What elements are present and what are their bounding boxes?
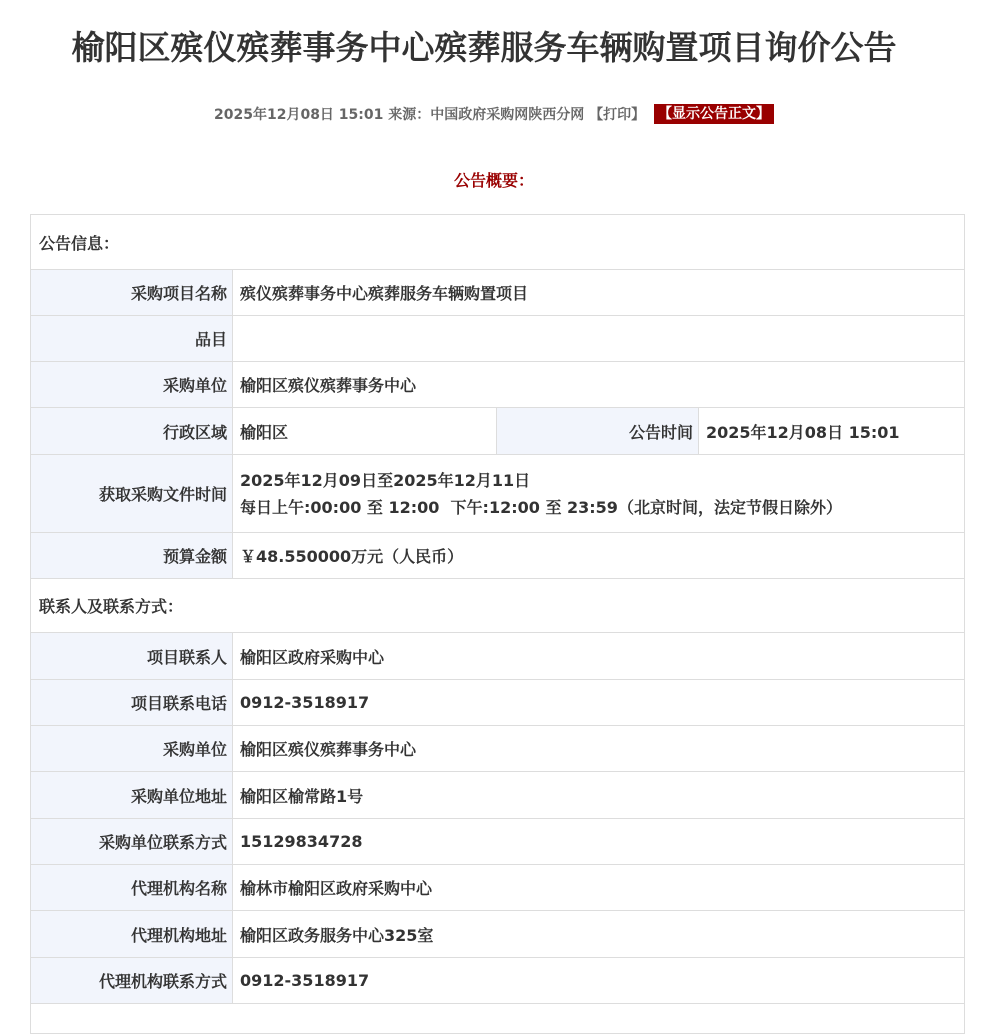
label-contact-purchaser: 采购单位 xyxy=(31,726,233,772)
label-agency-address: 代理机构地址 xyxy=(31,911,233,958)
value-project-contact: 榆阳区政府采购中心 xyxy=(233,633,965,680)
value-region: 榆阳区 xyxy=(233,408,497,455)
table-row xyxy=(31,455,965,533)
table-row xyxy=(31,865,965,911)
table-row xyxy=(31,680,965,726)
source-label: 来源： xyxy=(388,107,431,123)
value-purchaser-contact: 15129834728 xyxy=(233,819,965,865)
page-title: 榆阳区殡仪殡葬事务中心殡葬服务车辆购置项目询价公告 xyxy=(71,28,897,67)
label-budget: 预算金额 xyxy=(31,533,233,579)
table-row xyxy=(31,270,965,316)
label-purchaser-address: 采购单位地址 xyxy=(31,772,233,819)
table-row xyxy=(31,1004,965,1034)
value-agency-address: 榆阳区政务服务中心325室 xyxy=(233,911,965,958)
show-full-text-button[interactable]: 【显示公告正文】 xyxy=(654,104,774,124)
label-project-contact: 项目联系人 xyxy=(31,633,233,680)
section-label-announcement-info: 公告信息： xyxy=(31,215,965,270)
table-row xyxy=(31,362,965,408)
summary-heading: 公告概要： xyxy=(453,171,534,190)
table-row xyxy=(31,958,965,1004)
label-region: 行政区域 xyxy=(31,408,233,455)
print-link[interactable]: 【打印】 xyxy=(589,107,646,123)
announcement-summary-table xyxy=(30,214,965,1034)
meta-line xyxy=(0,104,988,124)
label-doc-time: 获取采购文件时间 xyxy=(31,455,233,533)
label-agency-name: 代理机构名称 xyxy=(31,865,233,911)
table-row-partial xyxy=(31,1004,965,1034)
value-project-phone: 0912-3518917 xyxy=(233,680,965,726)
doc-time-daily-hours: 每日上午:00:00 至 12:00 下午:12:00 至 23:59（北京时间，法定节假日除外） xyxy=(240,497,842,517)
label-purchaser-contact: 采购单位联系方式 xyxy=(31,819,233,865)
value-publish-time: 2025年12月08日 15:01 xyxy=(699,408,965,455)
label-agency-contact: 代理机构联系方式 xyxy=(31,958,233,1004)
section-row-announcement-info xyxy=(31,215,965,270)
table-row xyxy=(31,819,965,865)
label-project-name: 采购项目名称 xyxy=(31,270,233,316)
table-row xyxy=(31,408,965,455)
table-row xyxy=(31,911,965,958)
value-contact-purchaser: 榆阳区殡仪殡葬事务中心 xyxy=(233,726,965,772)
value-category xyxy=(233,316,965,362)
value-purchaser-address: 榆阳区榆常路1号 xyxy=(233,772,965,819)
table-row xyxy=(31,633,965,680)
value-agency-contact: 0912-3518917 xyxy=(233,958,965,1004)
doc-time-date-range: 2025年12月09日至2025年12月11日 xyxy=(240,470,531,490)
table-row xyxy=(31,316,965,362)
value-agency-name: 榆林市榆阳区政府采购中心 xyxy=(233,865,965,911)
table-row xyxy=(31,772,965,819)
value-project-name: 殡仪殡葬事务中心殡葬服务车辆购置项目 xyxy=(233,270,965,316)
source-name: 中国政府采购网陕西分网 xyxy=(430,107,585,123)
label-purchaser: 采购单位 xyxy=(31,362,233,408)
table-row xyxy=(31,533,965,579)
label-publish-time: 公告时间 xyxy=(497,408,699,455)
section-row-contacts xyxy=(31,579,965,633)
table-row xyxy=(31,726,965,772)
label-category: 品目 xyxy=(31,316,233,362)
publish-datetime: 2025年12月08日 15:01 xyxy=(214,107,384,123)
value-budget: ￥48.550000万元（人民币） xyxy=(233,533,965,579)
label-project-phone: 项目联系电话 xyxy=(31,680,233,726)
value-doc-time xyxy=(233,455,965,533)
section-label-contacts: 联系人及联系方式： xyxy=(31,579,965,633)
value-purchaser: 榆阳区殡仪殡葬事务中心 xyxy=(233,362,965,408)
